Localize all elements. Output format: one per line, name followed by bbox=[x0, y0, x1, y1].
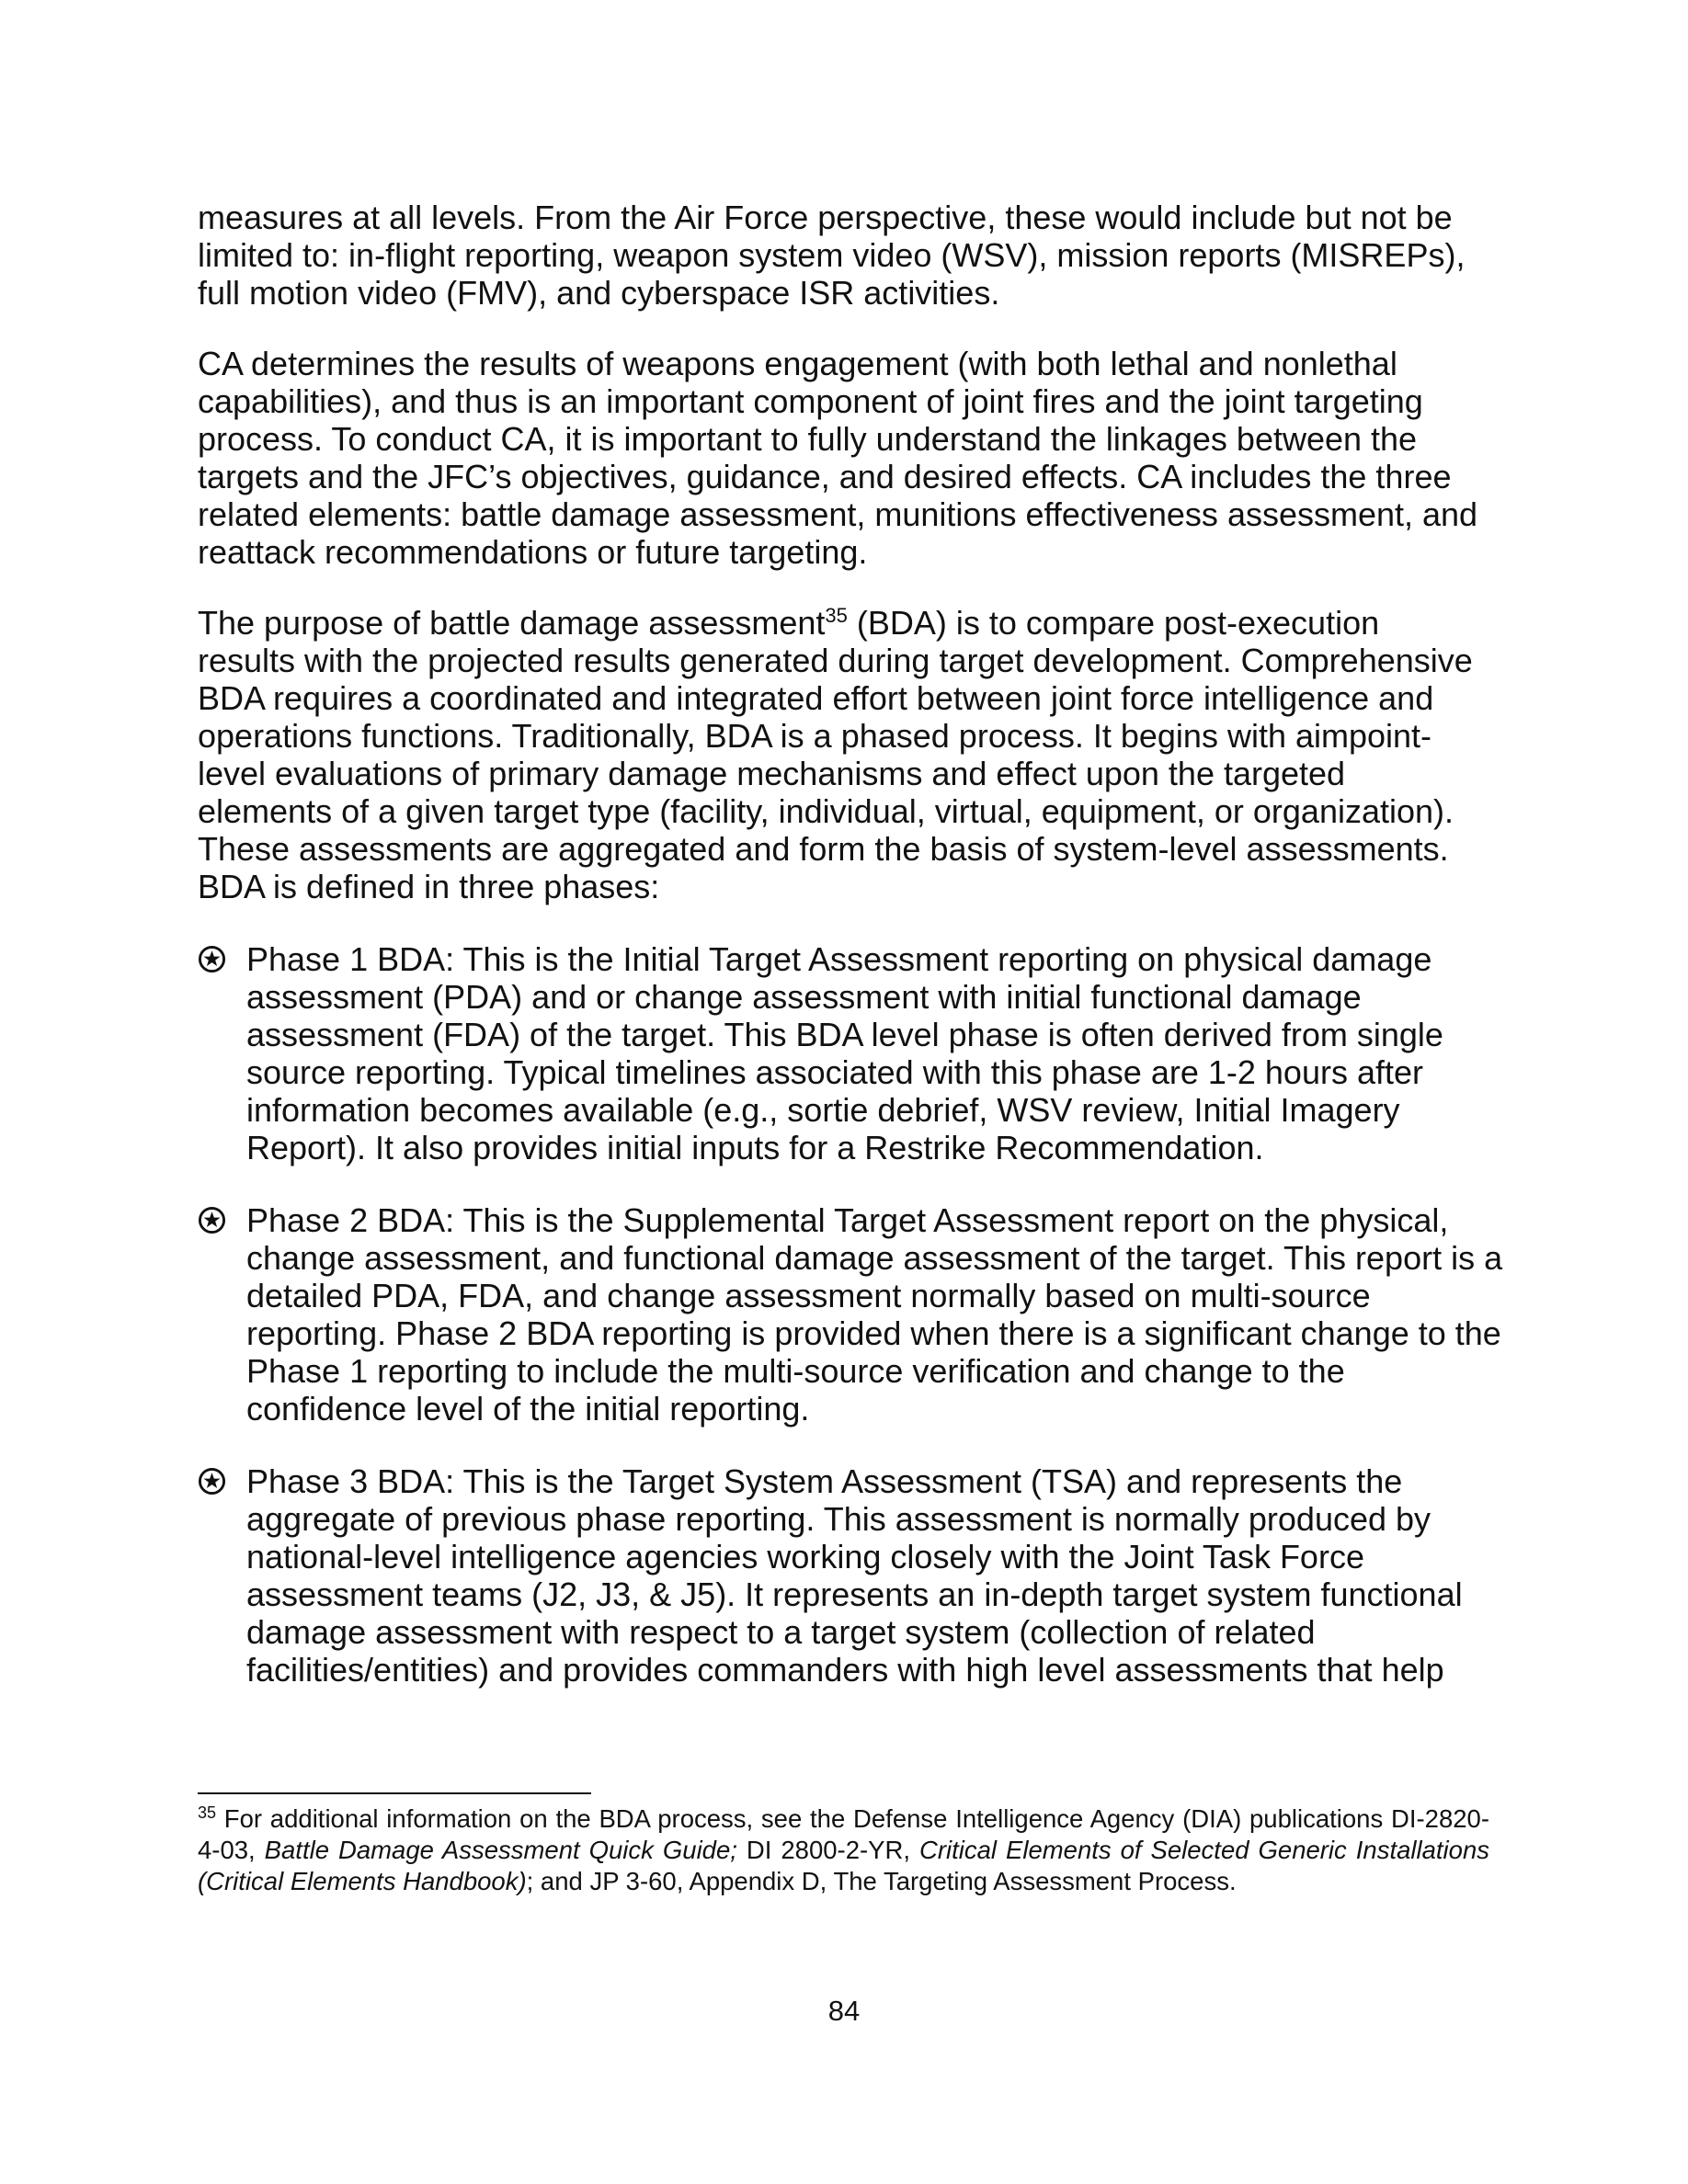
paragraph-collection-measures: measures at all levels. From the Air Force perspective, these would include but not be limited to: in-flight reporting, weapon system video (WSV), mission reports (MISREPs), full motion video (FMV), and cyberspace ISR activities. bbox=[198, 199, 1466, 312]
paragraph-bda-purpose bbox=[198, 604, 1485, 905]
list-item-phase-3 bbox=[198, 1462, 1503, 1689]
bda-purpose-text-end: (BDA) is to compare post-execution results with the projected results generated during target development. Comprehensive BDA requires a coordinated and integrated effort between joint force intelligence and operations functions. Traditionally, BDA is a phased process. It begins with aimpoint-level evaluations of primary damage mechanisms and effect upon the targeted elements of a given target type (facility, individual, virtual, equipment, or organization). These assessments are aggregated and form the basis of system-level assessments. BDA is defined in three phases: bbox=[198, 604, 1473, 905]
phase-3-text: Phase 3 BDA: This is the Target System Assessment (TSA) and represents the aggregate of previous phase reporting. This assessment is normally produced by national-level intelligence agencies working closely with the Joint Task Force assessment teams (J2, J3, & J5). It represents an in-depth target system functional damage assessment with respect to a target system (collection of related facilities/entities) and provides commanders with high level assessments that help bbox=[246, 1462, 1463, 1689]
circled-star-icon bbox=[198, 1206, 226, 1234]
phase-1-text: Phase 1 BDA: This is the Initial Target Assessment reporting on physical damage assessment (PDA) and or change assessment with initial functional damage assessment (FDA) of the target. This BDA level phase is often derived from single source reporting. Typical timelines associated with this phase are 1-2 hours after information becomes available (e.g., sortie debrief, WSV review, Initial Imagery Report). It also provides initial inputs for a Restrike Recommendation. bbox=[246, 940, 1443, 1166]
circled-star-icon bbox=[198, 1467, 226, 1496]
paragraph-combat-assessment: CA determines the results of weapons engagement (with both lethal and nonlethal capabilities), and thus is an important component of joint fires and the joint targeting process. To conduct CA, it is important to fully understand the linkages between the targets and the JFC’s objectives, guidance, and desired effects. CA includes the three related elements: battle damage assessment, munitions effectiveness assessment, and reattack recommendations or future targeting. bbox=[198, 345, 1478, 571]
bda-phase-list-3 bbox=[198, 1462, 1503, 1689]
footnote-title-critical-elements: Critical Elements of Selected Generic Installations (Critical Elements Handbook) bbox=[198, 1836, 1489, 1895]
phase-2-text: Phase 2 BDA: This is the Supplemental Target Assessment report on the physical, change assessment, and functional damage assessment of the target. This report is a detailed PDA, FDA, and change assessment normally based on multi-source reporting. Phase 2 BDA reporting is provided when there is a significant change to the Phase 1 reporting to include the multi-source verification and change to the confidence level of the initial reporting. bbox=[246, 1201, 1503, 1428]
footnote-text-3: ; and JP 3-60, Appendix D, The Targeting Assessment Process. bbox=[526, 1867, 1237, 1895]
bda-purpose-text-start: The purpose of battle damage assessment bbox=[198, 604, 826, 642]
footnote-number: 35 bbox=[198, 1803, 217, 1822]
page-number: 84 bbox=[827, 1995, 861, 2027]
list-item-phase-1 bbox=[198, 940, 1503, 1166]
bda-phase-list-1 bbox=[198, 940, 1503, 1166]
footnote-text-1: For additional information on the BDA process, see the Defense Intelligence Agency (DIA) publications DI-2820-4-03, bbox=[198, 1804, 1489, 1864]
list-item-phase-2 bbox=[198, 1201, 1503, 1428]
footnote-title-bda-quick-guide: Battle Damage Assessment Quick Guide; bbox=[264, 1836, 737, 1864]
footnote-divider bbox=[198, 1792, 591, 1794]
bda-phase-list-2 bbox=[198, 1201, 1503, 1428]
circled-star-icon bbox=[198, 945, 226, 973]
footnote-text-2: DI 2800-2-YR, bbox=[736, 1836, 919, 1864]
footnote-35 bbox=[198, 1803, 1489, 1897]
footnote-reference[interactable]: 35 bbox=[825, 604, 848, 627]
